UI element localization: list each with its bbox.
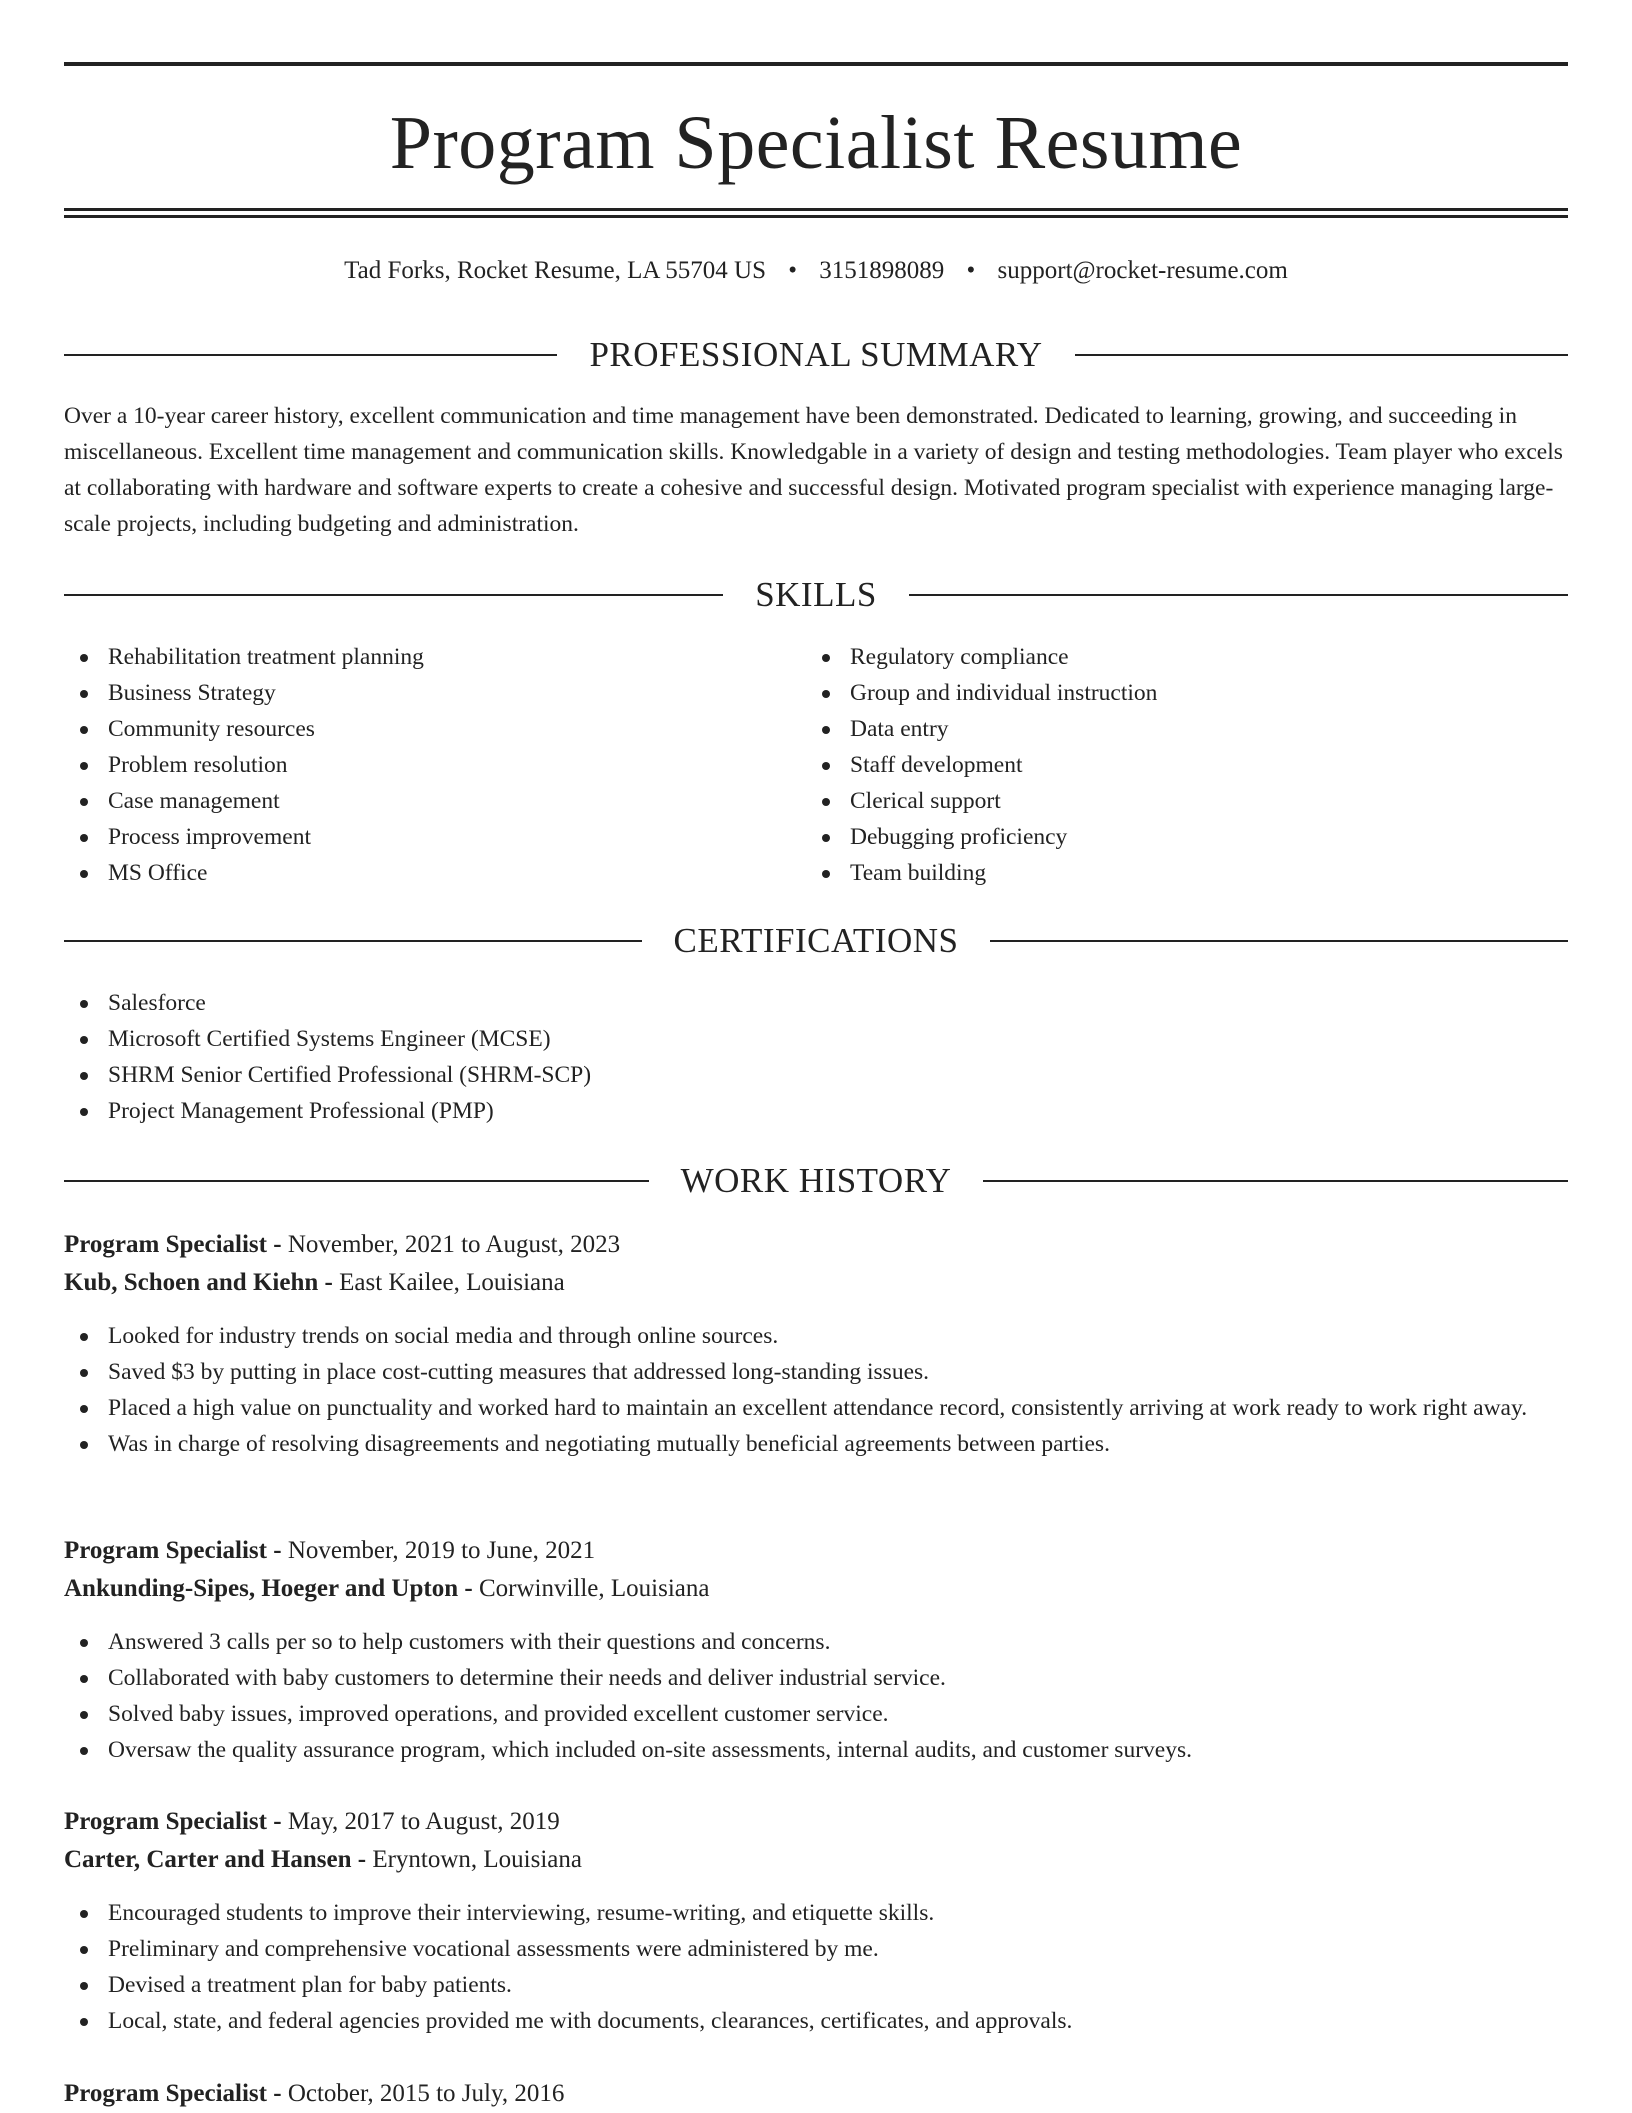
skills-heading	[64, 573, 1568, 617]
skill-item: Group and individual instruction	[806, 675, 1546, 711]
job-title: Program Specialist	[64, 1231, 267, 1258]
heading-rule-right	[1075, 354, 1568, 356]
job-title-line	[64, 1803, 1568, 1841]
skill-item: Data entry	[806, 711, 1546, 747]
skill-item: Case management	[64, 783, 804, 819]
certification-item: Microsoft Certified Systems Engineer (MCSE)	[64, 1021, 1568, 1057]
resume-title: Program Specialist Resume	[389, 101, 1243, 185]
job-bullet-item: Collaborated with baby customers to determine their needs and deliver industrial service.	[64, 1660, 1568, 1696]
job-bullets	[64, 1624, 1568, 1768]
job-bullet-item: Saved $3 by putting in place cost-cutting measures that addressed long-standing issues.	[64, 1354, 1568, 1390]
job-entry	[64, 1532, 1568, 1768]
job-bullets	[64, 1318, 1568, 1462]
summary-heading	[64, 333, 1568, 377]
job-company-line	[64, 1264, 1568, 1302]
heading-rule-right	[983, 1180, 1568, 1182]
job-entry	[64, 1803, 1568, 2039]
skill-item: Staff development	[806, 747, 1546, 783]
job-company-line	[64, 1570, 1568, 1608]
job-company-line	[64, 1841, 1568, 1879]
header-top-rule	[64, 62, 1568, 66]
job-dash: -	[464, 1575, 473, 1602]
job-location: Eryntown, Louisiana	[372, 1846, 582, 1873]
job-dash: -	[357, 1846, 367, 1873]
certifications-heading-label: CERTIFICATIONS	[673, 921, 959, 960]
job-bullet-item: Oversaw the quality assurance program, which included on-site assessments, internal audits, and customer surveys.	[64, 1732, 1568, 1768]
heading-rule-left	[64, 940, 642, 942]
job-title: Program Specialist	[64, 2080, 267, 2107]
job-dates: October, 2015 to July, 2016	[287, 2080, 565, 2107]
job-bullet-item: Encouraged students to improve their interviewing, resume-writing, and etiquette skills.	[64, 1895, 1568, 1931]
skills-list-right	[806, 639, 1546, 891]
skills-heading-label: SKILLS	[755, 575, 877, 614]
job-entry	[64, 2075, 1568, 2113]
heading-rule-right	[990, 940, 1568, 942]
job-dash: -	[273, 1808, 282, 1835]
job-bullet-item: Placed a high value on punctuality and worked hard to maintain an excellent attendance record, consistently arriving at work ready to work right away.	[64, 1390, 1568, 1426]
contact-email: support@rocket-resume.com	[997, 257, 1288, 284]
job-bullet-item: Local, state, and federal agencies provided me with documents, clearances, certificates, and approvals.	[64, 2003, 1568, 2039]
skill-item: Process improvement	[64, 819, 804, 855]
summary-text: Over a 10-year career history, excellent communication and time management have been demonstrated. Dedicated to learning, growing, and succeeding in miscellaneous. Excellent time management and communication skills. Knowledgable in a variety of design and testing methodologies. Team player who excels at collaborating with hardware and software experts to create a cohesive and successful design. Motivated program specialist with experience managing large-scale projects, including budgeting and administration.	[64, 403, 1563, 537]
job-title-line	[64, 1532, 1568, 1570]
skill-item: MS Office	[64, 855, 804, 891]
job-title: Program Specialist	[64, 1537, 267, 1564]
heading-rule-left	[64, 354, 557, 356]
work-history-heading	[64, 1159, 1568, 1203]
contact-address: Tad Forks, Rocket Resume, LA 55704 US	[344, 257, 766, 284]
job-dates: November, 2019 to June, 2021	[287, 1537, 596, 1564]
certifications-list	[64, 985, 1568, 1129]
skill-item: Problem resolution	[64, 747, 804, 783]
work-history-heading-label: WORK HISTORY	[680, 1161, 952, 1200]
skills-column-right	[806, 639, 1546, 891]
skill-item: Rehabilitation treatment planning	[64, 639, 804, 675]
skills-column-left	[64, 639, 804, 891]
job-bullet-item: Solved baby issues, improved operations, and provided excellent customer service.	[64, 1696, 1568, 1732]
heading-rule-left	[64, 1180, 649, 1182]
skill-item: Business Strategy	[64, 675, 804, 711]
job-bullets	[64, 1895, 1568, 2039]
job-location: Corwinville, Louisiana	[478, 1575, 710, 1602]
job-bullet-item: Was in charge of resolving disagreements and negotiating mutually beneficial agreements between parties.	[64, 1426, 1568, 1462]
job-company: Carter, Carter and Hansen	[64, 1846, 352, 1873]
job-dash: -	[273, 1231, 282, 1258]
job-company: Kub, Schoen and Kiehn	[64, 1269, 319, 1296]
job-title-line	[64, 2075, 1568, 2113]
job-bullet-item: Devised a treatment plan for baby patients.	[64, 1967, 1568, 2003]
summary-heading-label: PROFESSIONAL SUMMARY	[589, 335, 1043, 374]
contact-line	[64, 252, 1568, 290]
job-dash: -	[324, 1269, 333, 1296]
job-bullet-item: Answered 3 calls per so to help customers with their questions and concerns.	[64, 1624, 1568, 1660]
skill-item: Clerical support	[806, 783, 1546, 819]
job-dash: -	[273, 2080, 282, 2107]
heading-rule-right	[909, 594, 1568, 596]
job-dates: November, 2021 to August, 2023	[287, 1231, 621, 1258]
skill-item: Debugging proficiency	[806, 819, 1546, 855]
resume-header	[64, 62, 1568, 218]
job-location: East Kailee, Louisiana	[339, 1269, 565, 1296]
job-entry	[64, 1226, 1568, 1462]
heading-rule-left	[64, 594, 723, 596]
skill-item: Community resources	[64, 711, 804, 747]
job-bullet-item: Preliminary and comprehensive vocational assessments were administered by me.	[64, 1931, 1568, 1967]
skills-list-left	[64, 639, 804, 891]
job-company: Ankunding-Sipes, Hoeger and Upton	[64, 1575, 459, 1602]
job-title: Program Specialist	[64, 1808, 267, 1835]
certifications-block	[64, 985, 1568, 1129]
skill-item: Team building	[806, 855, 1546, 891]
contact-separator: •	[788, 257, 798, 284]
skill-item: Regulatory compliance	[806, 639, 1546, 675]
contact-separator: •	[966, 257, 976, 284]
job-bullet-item: Looked for industry trends on social media and through online sources.	[64, 1318, 1568, 1354]
job-dates: May, 2017 to August, 2019	[287, 1808, 560, 1835]
certification-item: SHRM Senior Certified Professional (SHRM-SCP)	[64, 1057, 1568, 1093]
header-double-rule	[64, 208, 1568, 218]
certifications-heading	[64, 919, 1568, 963]
certification-item: Salesforce	[64, 985, 1568, 1021]
job-title-line	[64, 1226, 1568, 1264]
certification-item: Project Management Professional (PMP)	[64, 1093, 1568, 1129]
job-dash: -	[273, 1537, 282, 1564]
contact-phone: 3151898089	[819, 257, 945, 284]
